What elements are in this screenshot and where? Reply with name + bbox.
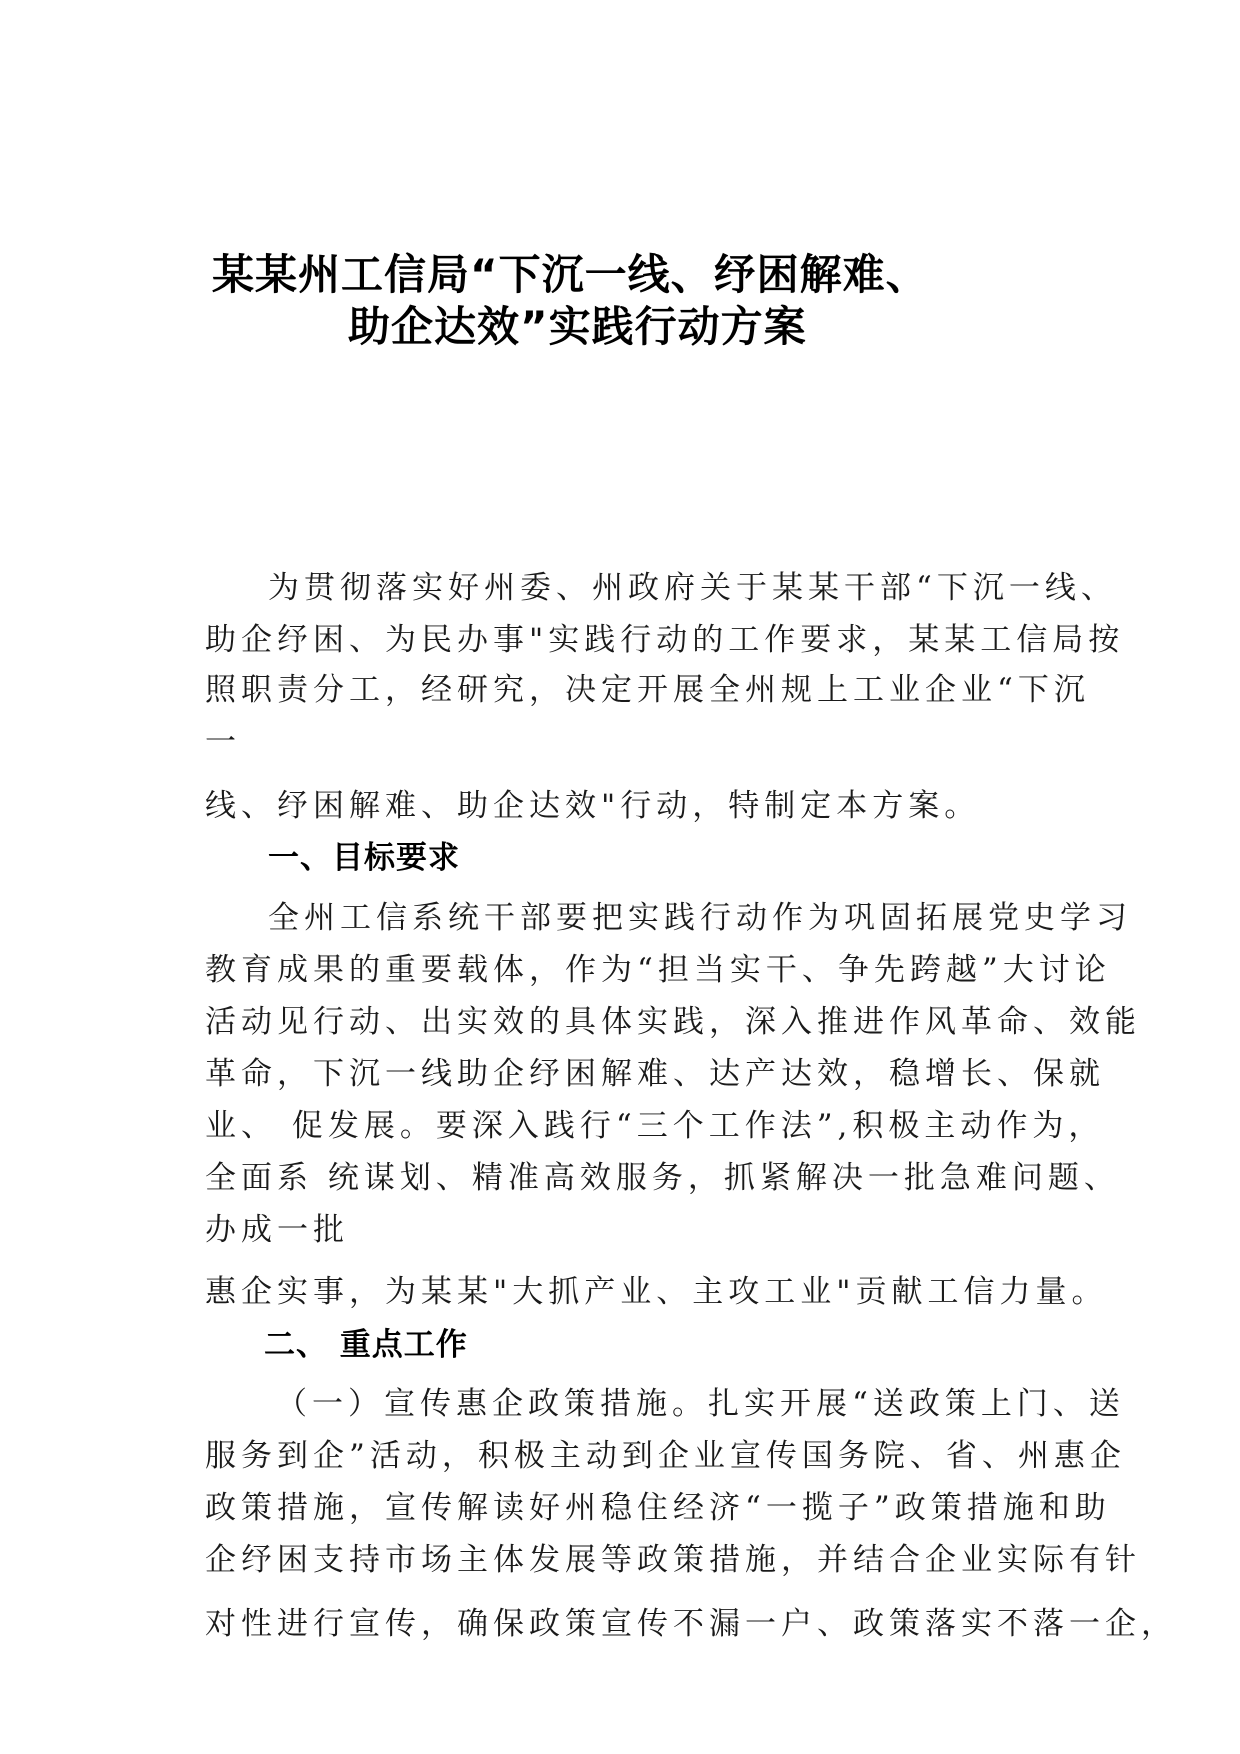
goals-paragraph-line: 惠企实事，为某某"大抓产业、主攻工业"贡献工信力量。 (205, 1274, 1108, 1310)
section-heading-key-work: 二、 重点工作 (264, 1327, 468, 1363)
goals-paragraph-line: 业、 促发展。要深入践行“三个工作法”,积极主动作为， (205, 1108, 1105, 1144)
goals-paragraph-line: 教育成果的重要载体，作为“担当实干、争先跨越”大讨论 (205, 952, 1111, 988)
key-work-paragraph-line: （一）宣传惠企政策措施。扎实开展“送政策上门、送 (276, 1386, 1125, 1422)
document-title-line-2: 助企达效”实践行动方案 (348, 302, 807, 351)
key-work-paragraph-line: 企纾困支持市场主体发展等政策措施，并结合企业实际有针 (205, 1542, 1141, 1578)
key-work-paragraph-line: 服务到企”活动，积极主动到企业宣传国务院、省、州惠企 (205, 1438, 1126, 1474)
key-work-paragraph-line: 对性进行宣传，确保政策宣传不漏一户、政策落实不落一企， (205, 1606, 1177, 1642)
goals-paragraph-line: 全面系 统谋划、精准高效服务，抓紧解决一批急难问题、 (205, 1160, 1120, 1196)
intro-paragraph-line: 一 (205, 724, 241, 760)
goals-paragraph-line: 革命，下沉一线助企纾困解难、达产达效，稳增长、保就 (205, 1056, 1105, 1092)
goals-paragraph-line: 全州工信系统干部要把实践行动作为巩固拓展党史学习 (268, 900, 1132, 936)
document-title-line-1: 某某州工信局“下沉一线、纾困解难、 (212, 250, 929, 299)
key-work-paragraph-line: 政策措施，宣传解读好州稳住经济“一揽子”政策措施和助 (205, 1490, 1111, 1526)
intro-paragraph-line: 为贯彻落实好州委、州政府关于某某干部“下沉一线、 (268, 570, 1117, 606)
section-heading-goals: 一、目标要求 (268, 840, 460, 876)
goals-paragraph-line: 活动见行动、出实效的具体实践，深入推进作风革命、效能 (205, 1004, 1141, 1040)
intro-paragraph-line: 助企纾困、为民办事"实践行动的工作要求，某某工信局按 (205, 622, 1125, 658)
goals-paragraph-line: 办成一批 (205, 1212, 349, 1248)
intro-paragraph-line: 线、纾困解难、助企达效"行动，特制定本方案。 (205, 788, 981, 824)
intro-paragraph-line: 照职责分工，经研究，决定开展全州规上工业企业“下沉 (205, 672, 1090, 708)
